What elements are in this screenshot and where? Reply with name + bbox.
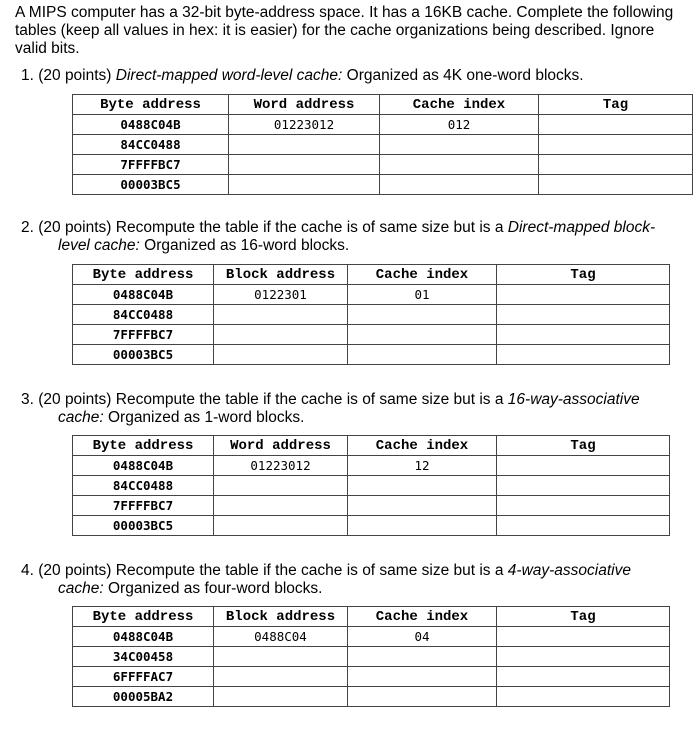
table-1: [72, 94, 693, 195]
question-4-rest: Organized as four-word blocks.: [103, 580, 323, 597]
cell-tag[interactable]: [497, 456, 670, 476]
cell-byte-address: 34C00458: [73, 647, 214, 667]
table-row: [73, 115, 693, 135]
question-2-italic-line2: level cache:: [58, 237, 140, 254]
cell-tag[interactable]: [539, 135, 693, 155]
cell-tag[interactable]: [497, 687, 670, 707]
cell-cache-index[interactable]: 12: [348, 456, 497, 476]
question-4: [21, 562, 686, 598]
cell-tag[interactable]: [539, 155, 693, 175]
cell-tag[interactable]: [497, 627, 670, 647]
table-row: [73, 667, 670, 687]
question-1: [21, 67, 686, 85]
cell-cache-index[interactable]: 012: [380, 115, 539, 135]
cell-tag[interactable]: [497, 345, 670, 365]
header-tag: Tag: [539, 95, 693, 115]
header-tag: Tag: [497, 436, 670, 456]
cell-cache-index[interactable]: [348, 667, 497, 687]
table-row: [73, 687, 670, 707]
cell-byte-address: 00003BC5: [73, 345, 214, 365]
cell-byte-address: 7FFFFBC7: [73, 325, 214, 345]
cell-byte-address: 0488C04B: [73, 456, 214, 476]
question-2-italic: Direct-mapped block-: [507, 219, 656, 236]
cell-word-address[interactable]: [214, 476, 348, 496]
question-1-rest: Organized as 4K one-word blocks.: [342, 67, 584, 84]
header-byte-address: Byte address: [73, 95, 229, 115]
header-word-address: Word address: [229, 95, 380, 115]
question-2-number: 2. (20 points) Recompute the table if the cache is of same size but is a: [21, 219, 508, 236]
cell-block-address[interactable]: [214, 345, 348, 365]
header-tag: Tag: [497, 265, 670, 285]
cell-cache-index[interactable]: [348, 305, 497, 325]
header-tag: Tag: [497, 607, 670, 627]
cell-cache-index[interactable]: [348, 496, 497, 516]
header-cache-index: Cache index: [348, 436, 497, 456]
cell-word-address[interactable]: 01223012: [229, 115, 380, 135]
table-row: [73, 647, 670, 667]
cell-cache-index[interactable]: [380, 175, 539, 195]
cell-cache-index[interactable]: [348, 516, 497, 536]
cell-word-address[interactable]: 01223012: [214, 456, 348, 476]
question-1-number: 1. (20 points): [21, 67, 116, 84]
cell-block-address[interactable]: 0122301: [214, 285, 348, 305]
table-header-row: [73, 436, 670, 456]
header-cache-index: Cache index: [348, 607, 497, 627]
table-row: [73, 285, 670, 305]
cell-byte-address: 00003BC5: [73, 175, 229, 195]
cell-cache-index[interactable]: [348, 325, 497, 345]
cell-block-address[interactable]: 0488C04: [214, 627, 348, 647]
cell-byte-address: 84CC0488: [73, 135, 229, 155]
cell-tag[interactable]: [497, 496, 670, 516]
question-3-number: 3. (20 points) Recompute the table if the cache is of same size but is a: [21, 391, 508, 408]
cell-cache-index[interactable]: [348, 687, 497, 707]
table-row: [73, 155, 693, 175]
cell-cache-index[interactable]: [348, 647, 497, 667]
cell-cache-index[interactable]: [348, 476, 497, 496]
question-2-rest: Organized as 16-word blocks.: [139, 237, 350, 254]
table-header-row: [73, 265, 670, 285]
header-byte-address: Byte address: [73, 265, 214, 285]
cell-block-address[interactable]: [214, 305, 348, 325]
cell-byte-address: 0488C04B: [73, 627, 214, 647]
header-cache-index: Cache index: [348, 265, 497, 285]
table-row: [73, 175, 693, 195]
cell-block-address[interactable]: [214, 647, 348, 667]
question-3-italic: 16-way-associative: [507, 391, 640, 408]
table-row: [73, 496, 670, 516]
table-row: [73, 516, 670, 536]
cell-block-address[interactable]: [214, 687, 348, 707]
table-row: [73, 627, 670, 647]
table-row: [73, 305, 670, 325]
table-3: [72, 435, 670, 536]
question-3: [21, 391, 686, 427]
question-4-number: 4. (20 points) Recompute the table if the cache is of same size but is a: [21, 562, 508, 579]
cell-word-address[interactable]: [229, 155, 380, 175]
cell-block-address[interactable]: [214, 667, 348, 687]
cell-cache-index[interactable]: 04: [348, 627, 497, 647]
cell-tag[interactable]: [539, 175, 693, 195]
cell-byte-address: 84CC0488: [73, 476, 214, 496]
cell-cache-index[interactable]: 01: [348, 285, 497, 305]
cell-word-address[interactable]: [229, 175, 380, 195]
header-block-address: Block address: [214, 607, 348, 627]
cell-byte-address: 6FFFFAC7: [73, 667, 214, 687]
cell-block-address[interactable]: [214, 325, 348, 345]
table-row: [73, 456, 670, 476]
table-row: [73, 345, 670, 365]
intro-paragraph: A MIPS computer has a 32-bit byte-address space. It has a 16KB cache. Complete the following tables (keep all values in hex: it is easier) for the cache organizations being described. Ignore valid bits.: [15, 4, 674, 57]
cell-byte-address: 00003BC5: [73, 516, 214, 536]
table-4: [72, 606, 670, 707]
header-byte-address: Byte address: [73, 607, 214, 627]
cell-tag[interactable]: [497, 667, 670, 687]
question-1-italic: Direct-mapped word-level cache:: [115, 67, 343, 84]
cell-byte-address: 7FFFFBC7: [73, 496, 214, 516]
cell-cache-index[interactable]: [380, 155, 539, 175]
table-row: [73, 325, 670, 345]
table-header-row: [73, 607, 670, 627]
cell-tag[interactable]: [497, 325, 670, 345]
cell-tag[interactable]: [539, 115, 693, 135]
question-4-italic-line2: cache:: [58, 580, 104, 597]
cell-byte-address: 84CC0488: [73, 305, 214, 325]
table-2: [72, 264, 670, 365]
cell-cache-index[interactable]: [380, 135, 539, 155]
cell-tag[interactable]: [497, 476, 670, 496]
table-row: [73, 135, 693, 155]
header-byte-address: Byte address: [73, 436, 214, 456]
cell-word-address[interactable]: [214, 516, 348, 536]
cell-byte-address: 0488C04B: [73, 115, 229, 135]
header-word-address: Word address: [214, 436, 348, 456]
question-4-italic: 4-way-associative: [507, 562, 631, 579]
cell-cache-index[interactable]: [348, 345, 497, 365]
cell-tag[interactable]: [497, 285, 670, 305]
question-3-italic-line2: cache:: [58, 409, 104, 426]
header-cache-index: Cache index: [380, 95, 539, 115]
cell-tag[interactable]: [497, 647, 670, 667]
cell-byte-address: 00005BA2: [73, 687, 214, 707]
question-3-rest: Organized as 1-word blocks.: [103, 409, 305, 426]
cell-word-address[interactable]: [214, 496, 348, 516]
header-block-address: Block address: [214, 265, 348, 285]
question-2: [21, 219, 686, 255]
cell-tag[interactable]: [497, 305, 670, 325]
cell-byte-address: 7FFFFBC7: [73, 155, 229, 175]
cell-byte-address: 0488C04B: [73, 285, 214, 305]
cell-tag[interactable]: [497, 516, 670, 536]
cell-word-address[interactable]: [229, 135, 380, 155]
table-row: [73, 476, 670, 496]
table-header-row: [73, 95, 693, 115]
